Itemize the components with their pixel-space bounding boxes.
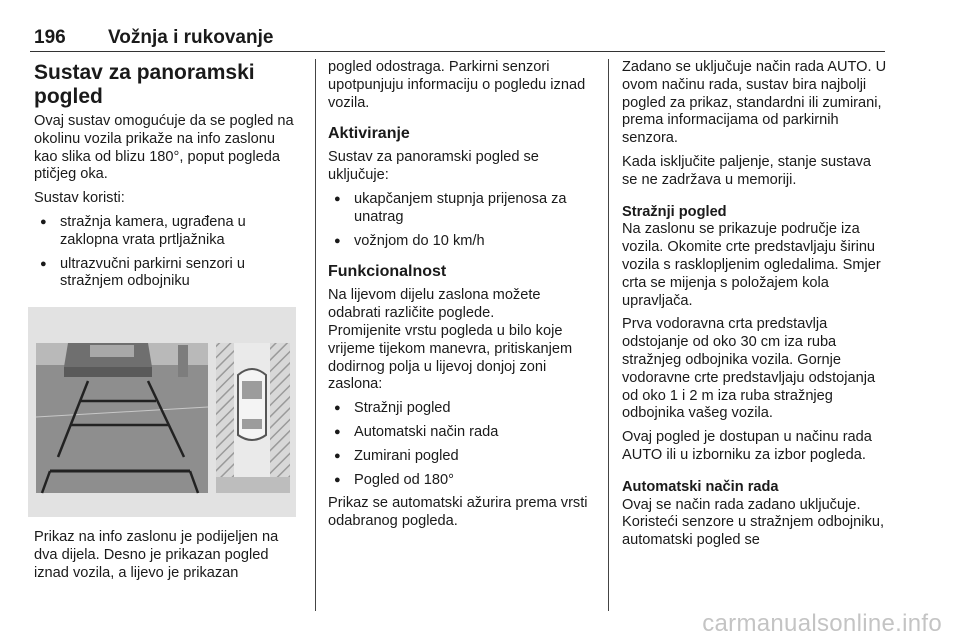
column-2 [328, 59, 594, 537]
functionality-paragraph-3: Prikaz se automatski ažurira prema vrsti odabranog pogleda. [328, 495, 588, 530]
camera-display-illustration [28, 307, 296, 517]
heading-rear-view: Stražnji pogled [622, 203, 727, 220]
list-item: ● Stražnji pogled [328, 400, 594, 418]
uses-label: Sustav koristi: [34, 190, 125, 207]
heading-functionality: Funkcionalnost [328, 263, 447, 281]
memory-paragraph: Kada isključite paljenje, stanje sustava se ne zadržava u memoriji. [622, 153, 872, 188]
rear-view-paragraph-3: Ovaj pogled je dostupan u načinu rada AUTO ili u izborniku za izbor pogleda. [622, 429, 872, 463]
default-mode-paragraph: Zadano se uključuje način rada AUTO. U ovom načinu rada, sustav bira najbolji pogled za prikaz, standardni ili zumirani, prema informacijama od parkirnih senzora. [622, 59, 887, 147]
section-title: Sustav za panoramski pogled [34, 61, 255, 108]
page-number: 196 [34, 27, 66, 48]
view-list [328, 400, 594, 489]
heading-activation: Aktiviranje [328, 125, 410, 143]
watermark: carmanualsonline.info [702, 610, 942, 637]
list-item: ● Pogled od 180° [328, 472, 594, 490]
functionality-paragraph-2: Promijenite vrstu pogleda u bilo koje vrijeme tijekom manevra, pritiskanjem dodirnog polja u lijevoj donjoj zoni zaslona: [328, 322, 573, 393]
auto-mode-paragraph: Ovaj se način rada zadano uključuje. Koristeći senzore u stražnjem odbojniku, automatski pogled se [622, 496, 885, 549]
list-item: ● Automatski način rada [328, 424, 594, 442]
page-header [30, 27, 885, 52]
column-1 [34, 59, 302, 589]
activation-list [328, 191, 594, 250]
column-3 [622, 59, 890, 556]
rear-view-paragraph-2: Prva vodoravna crta predstavlja odstojanje od oko 30 cm iza ruba stražnjeg odbojnika vozila. Gornje vodoravne crte predstavljaju odstojanja od oko 1 i 2 m iza ruba stražnjeg odbojnika vašeg vozila. [622, 316, 876, 422]
list-item: ● ukapčanjem stupnja prijenosa za unatrag [328, 191, 594, 227]
column-divider [315, 59, 316, 611]
list-item: ● stražnja kamera, ugrađena u zaklopna vrata prtljažnika [34, 214, 302, 250]
rear-view-paragraph-1: Na zaslonu se prikazuje područje iza vozila. Okomite crte predstavljaju širinu vozila s rasklopljenim ogledalima. Smjer crta se mijenja s položajem kola upravljača. [622, 221, 881, 309]
activation-paragraph: Sustav za panoramski pogled se uključuje: [328, 149, 539, 184]
list-item: ● vožnjom do 10 km/h [328, 233, 594, 251]
chapter-title: Vožnja i rukovanje [108, 27, 274, 48]
continued-paragraph: pogled odostraga. Parkirni senzori upotpunjuju informaciju o pogledu iznad vozila. [328, 59, 586, 111]
list-item: ● Zumirani pogled [328, 448, 594, 466]
figure-caption: Prikaz na info zaslonu je podijeljen na dva dijela. Desno je prikazan pogled iznad vozila, a lijevo je prikazan [34, 529, 279, 581]
intro-paragraph: Ovaj sustav omogućuje da se pogled na okolinu vozila prikaže na info zaslonu kao slika od blizu 180°, poput pogleda ptičjeg oka. [34, 113, 294, 183]
uses-list [34, 214, 302, 291]
functionality-paragraph-1: Na lijevom dijelu zaslona možete odabrati različite poglede. [328, 287, 541, 322]
column-divider [608, 59, 609, 611]
heading-auto-mode: Automatski način rada [622, 478, 779, 495]
list-item: ● ultrazvučni parkirni senzori u stražnjem odbojniku [34, 256, 302, 292]
camera-display-svg [28, 307, 296, 517]
